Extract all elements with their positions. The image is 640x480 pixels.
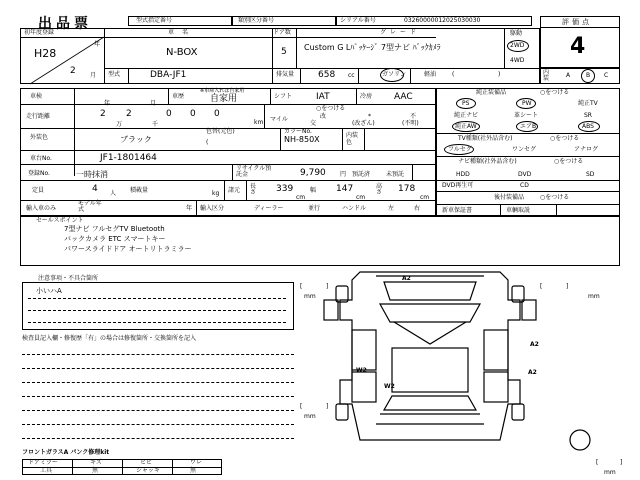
interior-b: B	[586, 72, 591, 79]
mm-unit-2: mm	[588, 293, 600, 300]
drive-4wd: 4WD	[510, 57, 525, 64]
meter-label: マイル	[270, 116, 288, 123]
man-unit: 万	[116, 121, 123, 128]
exterior-color-label: 外装色	[30, 134, 49, 141]
mileage-digit-4: 0	[190, 109, 196, 119]
grade-value: Custom G Lﾊﾟｯｹｰｼﾞ 7型ナビ ﾊﾞｯｸｶﾒﾗ	[304, 43, 441, 52]
recycle-unit: 円	[340, 171, 347, 178]
sales-point-3: パワースライドドア オートリトラミラー	[64, 245, 192, 253]
inspection-label: 車検	[30, 93, 43, 100]
sales-point-2: バックカメラ ETC スマートキー	[64, 235, 166, 243]
color-change-paren: (	[206, 139, 209, 146]
drive-label: 駆動	[510, 30, 523, 37]
width-value: 147	[336, 184, 354, 194]
equip-ps: PS	[462, 100, 470, 107]
sales-points-label: セールスポイント	[36, 217, 84, 224]
equip-pw: PW	[522, 100, 532, 107]
color-no-label: カラーNo.	[284, 128, 312, 135]
inspection-year-unit: 年	[104, 100, 111, 107]
month-unit: 月	[90, 72, 97, 79]
meter-option-2: (改ざん)	[352, 120, 375, 127]
equip-tv: 純正TV	[578, 100, 598, 107]
shift-value: IAT	[316, 92, 330, 102]
bottom-value-4: 無	[190, 467, 197, 474]
tv-label: TV種類(社外品含む)	[458, 135, 513, 142]
thousand-unit: 千	[152, 121, 159, 128]
capacity-value: 4	[92, 184, 98, 194]
height-label: 高さ	[376, 183, 383, 196]
length-label: 長さ	[250, 183, 257, 196]
tv-fullseg: フルセグ	[448, 146, 472, 153]
model-year-unit: 年	[186, 205, 193, 212]
first-reg-month: 2	[70, 66, 76, 76]
mileage-digit-3: 0	[166, 109, 172, 119]
meter-option-1: 交	[310, 120, 317, 127]
recycle-not-deposited: 未預託	[386, 171, 405, 178]
dvd-label: DVD再生可	[442, 182, 474, 189]
cd-label: CD	[520, 182, 529, 189]
doors-value: 5	[281, 47, 287, 57]
year-unit: 年	[94, 41, 101, 48]
equip-sr: SR	[584, 112, 592, 119]
equip-aw: 純正AW	[455, 123, 477, 130]
equip-leather: 革シート	[514, 112, 539, 119]
grade-label: グレード	[380, 29, 421, 36]
equip-airbag: エアB	[520, 123, 537, 130]
damage-mark-a2-front: A2	[402, 275, 411, 282]
serial-value: 03260000012025030030	[404, 17, 481, 24]
color-no-value: NH-850X	[284, 135, 320, 144]
fuel-paren-close: )	[498, 71, 501, 78]
mm-unit-4: mm	[604, 469, 616, 476]
bottom-value-2: 無	[92, 467, 99, 474]
length-value: 339	[276, 184, 294, 194]
usage-value: 自家用	[210, 94, 238, 104]
caution-label: 注意事項・不具合箇所	[38, 275, 99, 282]
meter-mark-2: *	[368, 113, 371, 120]
registration-value: 一時抹消	[76, 170, 108, 179]
manual-label: 車輌取説	[506, 207, 531, 214]
import-label: 輸入車のみ	[26, 205, 57, 212]
diagram-bracket-tr: [	[540, 283, 543, 290]
meter-note: ○をつける	[316, 105, 346, 112]
exterior-color-value: ブラック	[120, 135, 152, 144]
recycle-deposited: 預託済	[352, 171, 371, 178]
mileage-digit-2: 2	[126, 109, 132, 119]
tv-note: ○をつける	[550, 135, 580, 142]
diagram-bracket-bl: [	[300, 403, 303, 410]
interior-color-label: 内装色	[346, 132, 359, 146]
height-unit: cm	[420, 194, 430, 201]
model-value: DBA-JF1	[150, 70, 187, 80]
fuel-light: 軽油	[424, 71, 437, 78]
car-name-label: 車名	[168, 29, 197, 36]
load-unit: kg	[212, 190, 220, 197]
km-unit: km	[254, 119, 264, 126]
bottom-note: フロントガラスA パンク修理kit	[22, 449, 110, 456]
post-equipment-note: ○をつける	[540, 194, 570, 201]
recycle-label: リサイクル預託金	[236, 165, 272, 178]
ac-value: AAC	[394, 92, 413, 102]
navi-dvd: DVD	[518, 171, 532, 178]
mileage-label: 走行距離	[26, 113, 51, 120]
category-label: 類別区分番号	[238, 17, 275, 24]
diagram-bracket-tl-close: ]	[326, 283, 329, 290]
left-option: 左	[388, 205, 395, 212]
bottom-value-1: 工具	[40, 467, 53, 474]
height-value: 178	[398, 184, 416, 194]
post-equipment-label: 後付装備品	[494, 194, 525, 201]
chassis-value: JF1-1801464	[100, 153, 157, 163]
recycle-value: 9,790	[300, 168, 326, 178]
color-change-label: 色替(元色)	[206, 128, 235, 135]
sales-point-1: 7型ナビ フルセグTV Bluetooth	[64, 225, 165, 233]
mm-unit-3: mm	[304, 413, 316, 420]
drive-2wd: 2WD	[510, 42, 525, 49]
diagram-bracket-tl: [	[300, 283, 303, 290]
type-cert-label: 型式指定番号	[136, 17, 173, 24]
fuel-paren: (	[452, 71, 455, 78]
bottom-header-4: ワレ	[190, 459, 203, 466]
navi-hdd: HDD	[456, 171, 470, 178]
mileage-digit-5: 0	[214, 109, 220, 119]
inspector-label: 検査員記入欄・修復歴「有」の場合は修復箇所・交換箇所を記入	[22, 335, 197, 342]
right-option: 右	[414, 205, 421, 212]
score-label: 評価点	[562, 18, 592, 26]
dimensions-label: 諸元	[228, 187, 241, 194]
damage-mark-a2-right2: A2	[528, 369, 537, 376]
navi-note: ○をつける	[554, 158, 584, 165]
width-label: 幅	[310, 187, 317, 194]
capacity-unit: 人	[110, 190, 117, 197]
bottom-header-2: キズ	[90, 459, 102, 466]
bottom-value-3: ジャッキ	[136, 467, 160, 474]
diagram-bracket-bl-close: ]	[326, 403, 329, 410]
tv-analog: アナログ	[574, 146, 599, 153]
meter-mark-1: 改	[320, 113, 327, 120]
mileage-digit-1: 2	[100, 109, 106, 119]
fuel-gasoline: ガソリン	[382, 71, 407, 78]
bottom-header-3: ヒビ	[140, 459, 153, 466]
damage-mark-w2-left: W2	[356, 367, 367, 374]
damage-mark-w2-rear: W2	[384, 383, 395, 390]
steering-label: ハンドル	[342, 205, 367, 212]
car-name: N-BOX	[166, 47, 198, 58]
equip-abs: ABS	[582, 123, 594, 130]
meter-option-3: (不明)	[402, 120, 419, 127]
damage-mark-a2-right1: A2	[530, 341, 539, 348]
interior-label: 内装	[543, 69, 550, 82]
shift-label: シフト	[274, 93, 293, 100]
bottom-header-1: ドアミラー	[28, 459, 58, 466]
navi-sd: SD	[586, 171, 595, 178]
import-type-label: 輸入区分	[200, 205, 225, 212]
model-label: 型式	[108, 71, 121, 78]
diagram-bracket-br: [	[596, 459, 599, 466]
equip-navi: 純正ナビ	[454, 112, 479, 119]
length-unit: cm	[296, 194, 306, 201]
dealer-option: ディーラー	[254, 205, 284, 212]
usage-label: 車歴	[172, 93, 185, 100]
new-warranty-label: 新車保証書	[442, 207, 473, 214]
width-unit: cm	[356, 194, 366, 201]
score-value: 4	[570, 34, 586, 59]
usage-note: ※車庫入れは自家用	[200, 88, 245, 94]
diagram-bracket-br-close: ]	[620, 459, 623, 466]
load-label: 積載量	[130, 187, 149, 194]
cc-unit: cc	[348, 72, 355, 79]
diagram-bracket-tr-close: ]	[566, 283, 569, 290]
mm-unit-1: mm	[304, 293, 316, 300]
interior-c: C	[604, 72, 609, 79]
inspection-month-unit: 月	[150, 100, 157, 107]
interior-a: A	[566, 72, 571, 79]
serial-label: シリアル番号	[340, 17, 376, 24]
capacity-label: 定員	[32, 187, 45, 194]
model-year-label: モデル年式	[78, 200, 102, 213]
equipment-note: ○をつける	[540, 89, 570, 96]
displacement-label: 排気量	[276, 71, 295, 78]
caution-text: 小いハA	[36, 287, 62, 295]
chassis-label: 車台No.	[30, 155, 52, 162]
page-title: 出品票	[38, 16, 92, 32]
meter-mark-3: 不	[410, 113, 417, 120]
doors-label: ドア数	[273, 29, 291, 36]
first-reg-label: 初年度登録	[24, 29, 55, 36]
first-reg-year: H28	[34, 47, 57, 60]
ac-label: 冷房	[360, 93, 373, 100]
registration-label: 登録No.	[28, 170, 50, 177]
displacement-value: 658	[318, 70, 336, 80]
navi-label: ナビ種類(社外品含む)	[458, 158, 517, 165]
parallel-option: 並行	[308, 205, 321, 212]
equipment-title: 純正装備品	[476, 89, 507, 96]
tv-oneseg: ワンセグ	[512, 146, 537, 153]
